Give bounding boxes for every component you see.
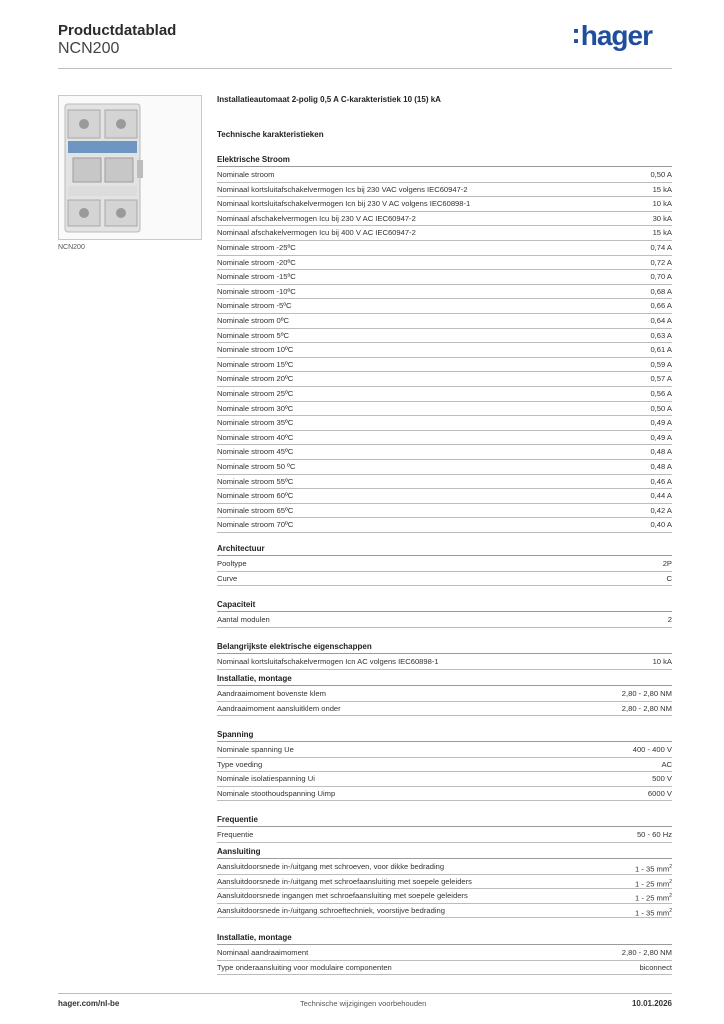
product-image (58, 95, 202, 240)
spec-value (650, 518, 672, 532)
spec-row (217, 889, 672, 904)
image-caption: NCN200 (58, 244, 85, 251)
spec-label: Nominale stroom 10ºC (217, 345, 294, 355)
spec-value (650, 285, 672, 299)
spec-value-text: 0,49 A (650, 432, 672, 442)
spec-value (653, 197, 672, 211)
spec-value-text: 50 - 60 Hz (636, 830, 672, 839)
spec-value-text: 1 - 25 mm (635, 879, 670, 889)
spec-value (650, 504, 672, 518)
spec-label: Nominale stroom -10ºC (217, 286, 296, 296)
spec-value-text: 2,80 - 2,80 NM (621, 689, 672, 698)
tech-heading: Technische karakteristieken (217, 130, 324, 139)
spec-label: Nominale isolatiespanning Ui (217, 774, 315, 784)
spec-value-text: 0,44 A (650, 491, 672, 501)
spec-row (217, 183, 672, 198)
spec-value (661, 758, 672, 772)
spec-value-text: 0,59 A (650, 359, 672, 369)
spec-label: Aansluitdoorsnede ingangen met schroefaansluiting met soepele geleiders (217, 891, 468, 901)
spec-label: Nominaal afschakelvermogen Icu bij 230 V AC IEC60947-2 (217, 213, 416, 223)
spec-row (217, 613, 672, 628)
document-title: Productdatablad (58, 22, 177, 39)
spec-value-text: 1 - 35 mm (635, 864, 670, 874)
spec-label: Pooltype (217, 559, 247, 568)
spec-row (217, 772, 672, 787)
spec-row (217, 402, 672, 417)
section-title: Aansluiting (217, 845, 672, 859)
logo-text: hager (580, 20, 652, 51)
spec-row (217, 416, 672, 431)
spec-label: Nominale stroom 55ºC (217, 476, 294, 486)
spec-value (650, 329, 672, 343)
spec-row (217, 946, 672, 961)
spec-value-text: 2 (667, 615, 672, 624)
spec-value (650, 475, 672, 489)
spec-label: Nominaal aandraaimoment (217, 948, 309, 957)
spec-value (650, 314, 672, 328)
spec-value (650, 168, 672, 182)
section-title: Spanning (217, 728, 672, 742)
spec-row (217, 504, 672, 519)
spec-value (652, 772, 672, 786)
spec-value (648, 787, 672, 801)
spec-value (650, 460, 672, 474)
page-header (58, 20, 672, 70)
spec-value-text: 0,50 A (650, 403, 672, 413)
section-title: Elektrische Stroom (217, 153, 672, 167)
spec-label: Aansluitdoorsnede in-/uitgang met schroeven, voor dikke bedrading (217, 862, 445, 871)
spec-value-text: 0,56 A (650, 389, 672, 398)
spec-row (217, 875, 672, 890)
spec-value-text: 0,49 A (650, 418, 672, 428)
spec-value (650, 256, 672, 270)
spec-value-text: 0,48 A (650, 462, 672, 471)
spec-label: Nominale stroom 70ºC (217, 520, 294, 530)
spec-value-text: AC (661, 759, 672, 769)
spec-row (217, 828, 672, 843)
footer-divider (58, 993, 672, 994)
spec-label: Nominaal kortsluitafschakelvermogen Icn bij 230 V AC volgens IEC60898-1 (217, 199, 471, 209)
spec-label: Aansluitdoorsnede in-/uitgang met schroefaansluiting met soepele geleiders (217, 876, 472, 886)
spec-row (217, 270, 672, 285)
spec-row (217, 241, 672, 256)
spec-value-text: 0,70 A (650, 272, 672, 282)
spec-label: Nominale stroom 25ºC (217, 389, 294, 398)
spec-row (217, 787, 672, 802)
spec-row (217, 904, 672, 919)
spec-row (217, 572, 672, 587)
spec-value (635, 904, 672, 921)
footer-disclaimer: Technische wijzigingen voorbehouden (300, 999, 427, 1008)
spec-label: Nominale stroom (217, 170, 275, 179)
spec-label: Nominale spanning Ue (217, 745, 294, 754)
spec-value (622, 946, 672, 960)
spec-value-text: 1 - 25 mm (635, 893, 670, 903)
spec-label: Aantal modulen (217, 615, 270, 624)
spec-value (653, 212, 672, 226)
spec-value (650, 416, 672, 430)
spec-value-text: 2,80 - 2,80 NM (621, 703, 672, 713)
spec-label: Nominaal afschakelvermogen Icu bij 400 V AC IEC60947-2 (217, 228, 416, 238)
spec-value-text: 0,57 A (650, 374, 672, 384)
hager-logo: :hager (571, 18, 652, 51)
spec-value-text: 15 kA (652, 228, 672, 238)
spec-row (217, 758, 672, 773)
spec-row (217, 197, 672, 212)
spec-value (668, 613, 672, 627)
spec-value (637, 828, 672, 842)
spec-label: Nominale stroom 50 ºC (217, 462, 296, 471)
spec-value-text: 15 kA (652, 184, 672, 194)
spec-row (217, 256, 672, 271)
header-divider (58, 68, 672, 69)
spec-label: Aansluitdoorsnede in-/uitgang schroeftechniek, voorstijve bedrading (217, 905, 445, 915)
spec-value-text: 0,50 A (650, 170, 672, 179)
spec-value (650, 299, 672, 313)
spec-value-text: 400 - 400 V (632, 745, 672, 754)
spec-value-text: C (666, 573, 672, 583)
spec-value (622, 687, 672, 701)
spec-row (217, 168, 672, 183)
spec-label: Nominale stroom -20ºC (217, 257, 296, 267)
spec-value (650, 270, 672, 284)
spec-value-text: 0,61 A (650, 345, 672, 355)
spec-row (217, 314, 672, 329)
spec-label: Nominale stoothoudspanning Uimp (217, 788, 336, 798)
spec-value (663, 557, 672, 571)
product-code: NCN200 (58, 40, 120, 57)
spec-row (217, 489, 672, 504)
spec-label: Aandraaimoment bovenste klem (217, 689, 326, 698)
spec-label: Nominaal kortsluitafschakelvermogen Ics bij 230 VAC volgens IEC60947-2 (217, 184, 468, 194)
spec-row (217, 387, 672, 402)
spec-label: Nominale stroom 40ºC (217, 432, 294, 442)
spec-value-text: 0,46 A (650, 476, 672, 486)
spec-value (650, 358, 672, 372)
spec-value (667, 572, 672, 586)
spec-value-text: 2P (662, 559, 672, 568)
spec-value (650, 431, 672, 445)
product-description: Installatieautomaat 2-polig 0,5 A C-karakteristiek 10 (15) kA (217, 95, 441, 104)
spec-row (217, 687, 672, 702)
spec-label: Nominale stroom 60ºC (217, 491, 294, 501)
spec-row (217, 285, 672, 300)
spec-value-text: 0,66 A (650, 301, 672, 311)
spec-value-text: 0,42 A (650, 505, 672, 515)
spec-value-text: biconnect (639, 962, 672, 972)
spec-row (217, 358, 672, 373)
spec-row (217, 445, 672, 460)
spec-value-text: 0,68 A (650, 286, 672, 296)
spec-row (217, 518, 672, 533)
spec-value (622, 702, 672, 716)
spec-value-superscript: 2 (669, 864, 672, 870)
spec-row (217, 226, 672, 241)
spec-label: Nominale stroom 30ºC (217, 403, 294, 413)
spec-label: Nominale stroom 65ºC (217, 505, 294, 515)
spec-label: Nominale stroom 15ºC (217, 359, 294, 369)
spec-row (217, 860, 672, 875)
spec-value-text: 0,48 A (650, 447, 672, 457)
spec-label: Nominale stroom 5ºC (217, 330, 289, 340)
footer-website: hager.com/nl-be (58, 999, 120, 1008)
spec-row (217, 557, 672, 572)
footer-date: 10.01.2026 (631, 999, 672, 1008)
circuit-breaker-image (59, 96, 201, 239)
spec-value (650, 489, 672, 503)
spec-value (633, 743, 672, 757)
spec-value-superscript: 2 (669, 893, 672, 900)
section-title: Frequentie (217, 813, 672, 827)
spec-value (650, 343, 672, 357)
spec-label: Nominale stroom 0ºC (217, 316, 289, 325)
spec-value (650, 372, 672, 386)
spec-value-text: 6000 V (647, 788, 672, 798)
spec-value-text: 500 V (652, 774, 672, 784)
spec-label: Nominale stroom -25ºC (217, 243, 296, 252)
section-title: Installatie, montage (217, 931, 672, 945)
spec-value (653, 183, 672, 197)
spec-label: Aandraaimoment aansluitklem onder (217, 703, 341, 713)
spec-value-text: 0,74 A (650, 243, 672, 252)
spec-value-text: 10 kA (652, 199, 672, 209)
spec-label: Frequentie (217, 830, 254, 839)
spec-value (650, 402, 672, 416)
spec-row (217, 329, 672, 344)
spec-row (217, 431, 672, 446)
spec-value-text: 2,80 - 2,80 NM (621, 948, 672, 957)
section-title: Architectuur (217, 542, 672, 556)
spec-row (217, 372, 672, 387)
spec-label: Nominale stroom -5ºC (217, 301, 292, 311)
spec-value (653, 655, 672, 669)
spec-value (650, 241, 672, 255)
spec-row (217, 343, 672, 358)
spec-value-text: 1 - 35 mm (635, 908, 670, 918)
spec-value-text: 0,63 A (650, 330, 672, 340)
spec-row (217, 212, 672, 227)
section-title: Belangrijkste elektrische eigenschappen (217, 640, 672, 654)
spec-label: Curve (217, 573, 238, 583)
spec-value-text: 30 kA (652, 213, 672, 223)
spec-value (650, 445, 672, 459)
spec-row (217, 961, 672, 976)
spec-row (217, 475, 672, 490)
spec-value-superscript: 2 (669, 907, 672, 914)
section-title: Installatie, montage (217, 672, 672, 686)
spec-row (217, 702, 672, 717)
spec-value-text: 0,64 A (650, 316, 672, 325)
spec-value (653, 226, 672, 240)
spec-row (217, 460, 672, 475)
spec-label: Nominale stroom 20ºC (217, 374, 294, 384)
spec-value-superscript: 2 (669, 878, 672, 885)
spec-label: Nominale stroom -15ºC (217, 272, 296, 282)
spec-label: Nominaal kortsluitafschakelvermogen Icn AC volgens IEC60898-1 (217, 657, 439, 666)
spec-label: Nominale stroom 45ºC (217, 447, 294, 457)
spec-row (217, 743, 672, 758)
spec-value-text: 10 kA (652, 657, 672, 666)
spec-value (650, 387, 672, 401)
spec-label: Type voeding (217, 759, 263, 769)
spec-row (217, 655, 672, 670)
spec-value-text: 0,72 A (650, 257, 672, 267)
spec-row (217, 299, 672, 314)
spec-label: Type onderaansluiting voor modulaire componenten (217, 962, 392, 972)
spec-label: Nominale stroom 35ºC (217, 418, 294, 428)
spec-value-text: 0,40 A (650, 520, 672, 530)
section-title: Capaciteit (217, 598, 672, 612)
spec-value (639, 961, 672, 975)
